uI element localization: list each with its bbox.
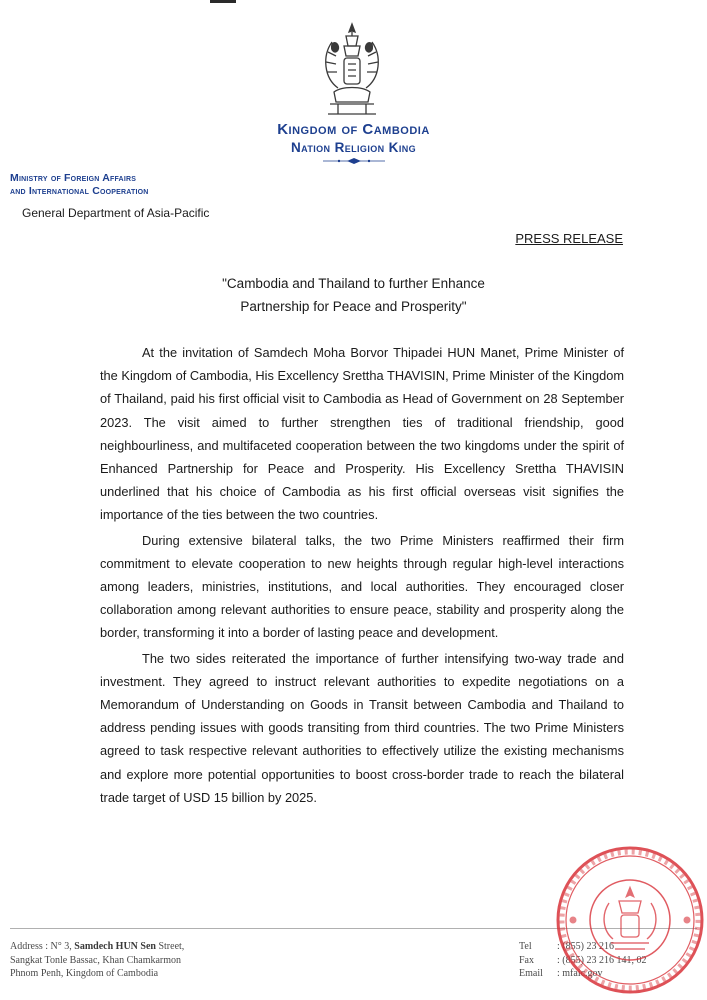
address-street-suffix: Street, (155, 941, 185, 952)
footer-address (10, 940, 184, 981)
ministry-seal-stamp-icon (553, 843, 707, 997)
title-line-1: "Cambodia and Thailand to further Enhance (222, 276, 485, 291)
fax-label: Fax (519, 954, 534, 966)
ministry-line-1: Ministry of Foreign Affairs (10, 172, 137, 184)
press-release-label: PRESS RELEASE (515, 231, 623, 246)
scan-mark (210, 0, 236, 3)
body-paragraph-2: During extensive bilateral talks, the two Prime Ministers reaffirmed their firm commitment to elevate cooperation to new heights through regular high-level interactions among leaders, ministries, institutions, and local authorities. They encouraged closer collaboration among relevant authorities to ensure peace, stability and prosperity along the border, transforming it into a border of lasting peace and development. (100, 532, 624, 641)
tel-value: : (855) 23 216 (557, 941, 614, 952)
address-line-2: Sangkat Tonle Bassac, Khan Chamkarmon (10, 954, 182, 966)
ministry-line-2: and International Cooperation (10, 185, 149, 197)
address-label: Address : N° 3, (10, 941, 75, 952)
address-line-3: Phnom Penh, Kingdom of Cambodia (10, 968, 159, 979)
body-paragraph-1: At the invitation of Samdech Moha Borvor Thipadei HUN Manet, Prime Minister of the Kingdom of Cambodia, His Excellency Srettha THAVISIN, Prime Minister of the Kingdom of Thailand, paid his first official visit to Cambodia as Head of Government on 28 September 2023. The visit aimed to further strengthen ties of traditional friendship, good neighbourliness, and multifaceted cooperation between the two kingdoms under the spirit of Enhanced Partnership for Peace and Prosperity. His Excellency Srettha THAVISIN underlined that his choice of Cambodia as his first official overseas visit signifies the importance of the ties between the two countries. (100, 345, 624, 523)
kingdom-title: Kingdom of Cambodia (277, 121, 430, 138)
address-line-1 (10, 940, 184, 954)
press-release-body (100, 341, 624, 811)
address-street: Samdech HUN Sen (74, 941, 156, 952)
email-value: : mfaic.gov (557, 968, 603, 979)
national-motto: Nation Religion King (290, 140, 417, 155)
body-paragraph-3: The two sides reiterated the importance of further intensifying two-way trade and investment. They agreed to instruct relevant authorities to expedite negotiations on a Memorandum of Understanding on Goods in Transit between Cambodia and Thailand to address pending issues with goods transiting from third countries. The two Prime Ministers agreed to task respective relevant authorities to effectively utilize the existing mechanisms and explore more potential opportunities to boost cross-border trade to reach the bilateral trade target of USD 15 billion by 2025. (100, 650, 624, 805)
title-line-2: Partnership for Peace and Prosperity" (240, 299, 467, 314)
kingdom-header (0, 121, 707, 165)
royal-arms-emblem-icon (314, 22, 390, 118)
press-release-title (0, 272, 707, 318)
ornament-divider-icon (319, 157, 389, 165)
department-name: General Department of Asia-Pacific (22, 206, 210, 220)
tel-label: Tel (519, 941, 532, 952)
ministry-name (10, 172, 149, 198)
email-label: Email (519, 968, 543, 979)
fax-value: : (855) 23 216 141, 02 (557, 954, 647, 966)
